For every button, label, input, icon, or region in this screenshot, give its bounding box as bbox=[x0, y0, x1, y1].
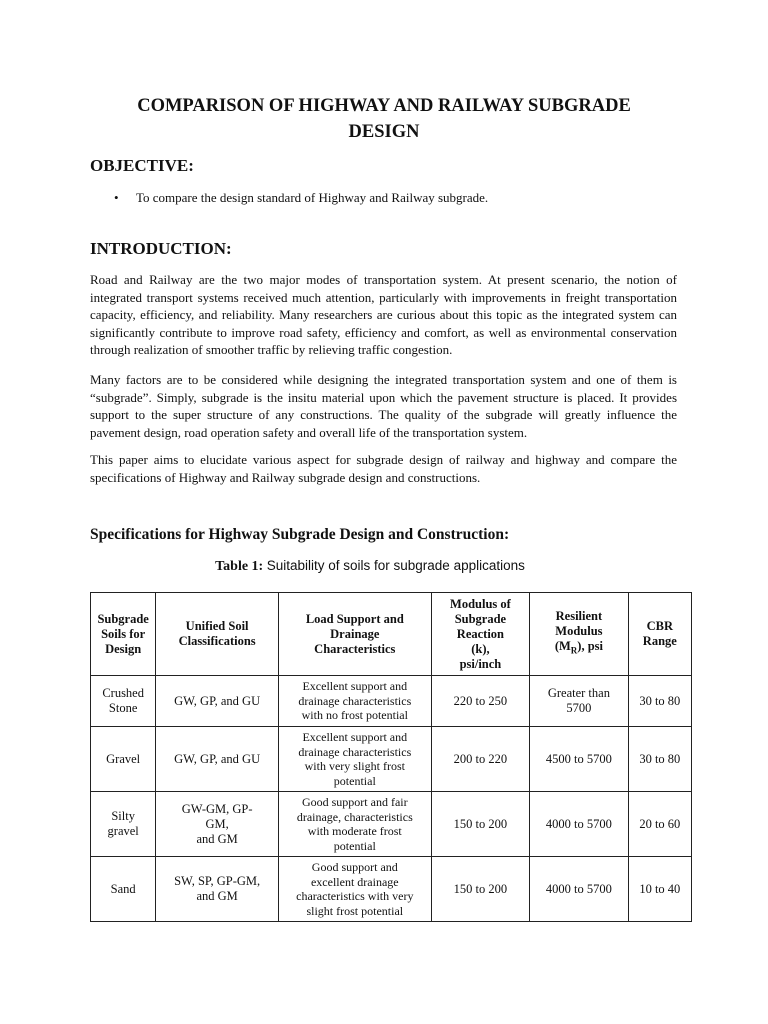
cell-classification: GW, GP, and GU bbox=[156, 676, 279, 727]
intro-paragraph-2: Many factors are to be considered while designing the integrated transportation system and one of them is “subgrade”. Simply, subgrade is the insitu material upon which the pavement structure is placed. It provides support to the super structure of any constructions. The quality of the subgrade will greatly influence the pavement design, road operation safety and overall life of the transportation system. bbox=[90, 372, 677, 440]
cell-drainage: Excellent support and drainage characteristics with no frost potential bbox=[278, 676, 431, 727]
cell-classification: SW, SP, GP-GM, and GM bbox=[156, 857, 279, 922]
table-header-row bbox=[91, 593, 692, 676]
title-line-1: COMPARISON OF HIGHWAY AND RAILWAY SUBGRADE bbox=[137, 96, 631, 116]
header-load-support-drainage: Load Support and Drainage Characteristics bbox=[278, 593, 431, 676]
intro-paragraph-3: This paper aims to elucidate various aspect for subgrade design of railway and highway and compare the specifications of Highway and Railway subgrade design and constructions. bbox=[90, 452, 677, 485]
cell-modulus: 4000 to 5700 bbox=[530, 857, 628, 922]
header-modulus-of-subgrade-reaction: Modulus of Subgrade Reaction (k), psi/inch bbox=[431, 593, 529, 676]
header-subgrade-soils: Subgrade Soils for Design bbox=[91, 593, 156, 676]
cell-soil: Gravel bbox=[91, 727, 156, 792]
table-row bbox=[91, 792, 692, 857]
section-heading: Specifications for Highway Subgrade Design and Construction: bbox=[90, 526, 510, 543]
cell-cbr: 30 to 80 bbox=[628, 727, 691, 792]
cell-soil: Crushed Stone bbox=[91, 676, 156, 727]
cell-cbr: 30 to 80 bbox=[628, 676, 691, 727]
table-row bbox=[91, 857, 692, 922]
cell-soil: Sand bbox=[91, 857, 156, 922]
cell-drainage: Good support and fair drainage, characteristics with moderate frost potential bbox=[278, 792, 431, 857]
header-resilient-modulus: Resilient Modulus $(M_R)$, psi bbox=[530, 593, 628, 676]
bullet-icon: • bbox=[114, 190, 119, 205]
cell-cbr: 20 to 60 bbox=[628, 792, 691, 857]
cell-modulus: 4000 to 5700 bbox=[530, 792, 628, 857]
objective-bullet-text: To compare the design standard of Highway and Railway subgrade. bbox=[136, 190, 489, 205]
title-line-2: DESIGN bbox=[348, 122, 420, 142]
header-unified-soil-classifications: Unified Soil Classifications bbox=[156, 593, 279, 676]
objective-heading: OBJECTIVE: bbox=[90, 156, 194, 175]
table-row bbox=[91, 727, 692, 792]
header-cbr-range: CBR Range bbox=[628, 593, 691, 676]
table-row bbox=[91, 676, 692, 727]
cell-drainage: Excellent support and drainage characteristics with very slight frost potential bbox=[278, 727, 431, 792]
cell-k: 220 to 250 bbox=[431, 676, 529, 727]
table-caption-text: Suitability of soils for subgrade applications bbox=[266, 558, 525, 573]
soil-suitability-table bbox=[90, 592, 692, 922]
cell-cbr: 10 to 40 bbox=[628, 857, 691, 922]
cell-soil: Silty gravel bbox=[91, 792, 156, 857]
table-caption-label: Table 1: bbox=[215, 559, 264, 574]
cell-modulus: 4500 to 5700 bbox=[530, 727, 628, 792]
cell-k: 150 to 200 bbox=[431, 792, 529, 857]
cell-drainage: Good support and excellent drainage characteristics with very slight frost potential bbox=[278, 857, 431, 922]
cell-k: 150 to 200 bbox=[431, 857, 529, 922]
table-caption bbox=[90, 558, 650, 575]
intro-paragraph-1: Road and Railway are the two major modes of transportation system. At present scenario, the notion of integrated transport systems received much attention, particularly with improvements in freight transportation capacity, efficiency, and reliability. Many researchers are curious about this topic as the integrated system can significantly contribute to improve road safety, efficiency and comfort, as well as environmental conservation through realization of smoother traffic by relieving traffic congestion. bbox=[90, 272, 677, 358]
page-title bbox=[90, 93, 678, 145]
cell-modulus: Greater than 5700 bbox=[530, 676, 628, 727]
cell-classification: GW-GM, GP- GM, and GM bbox=[156, 792, 279, 857]
introduction-heading: INTRODUCTION: bbox=[90, 239, 232, 258]
cell-classification: GW, GP, and GU bbox=[156, 727, 279, 792]
cell-k: 200 to 220 bbox=[431, 727, 529, 792]
